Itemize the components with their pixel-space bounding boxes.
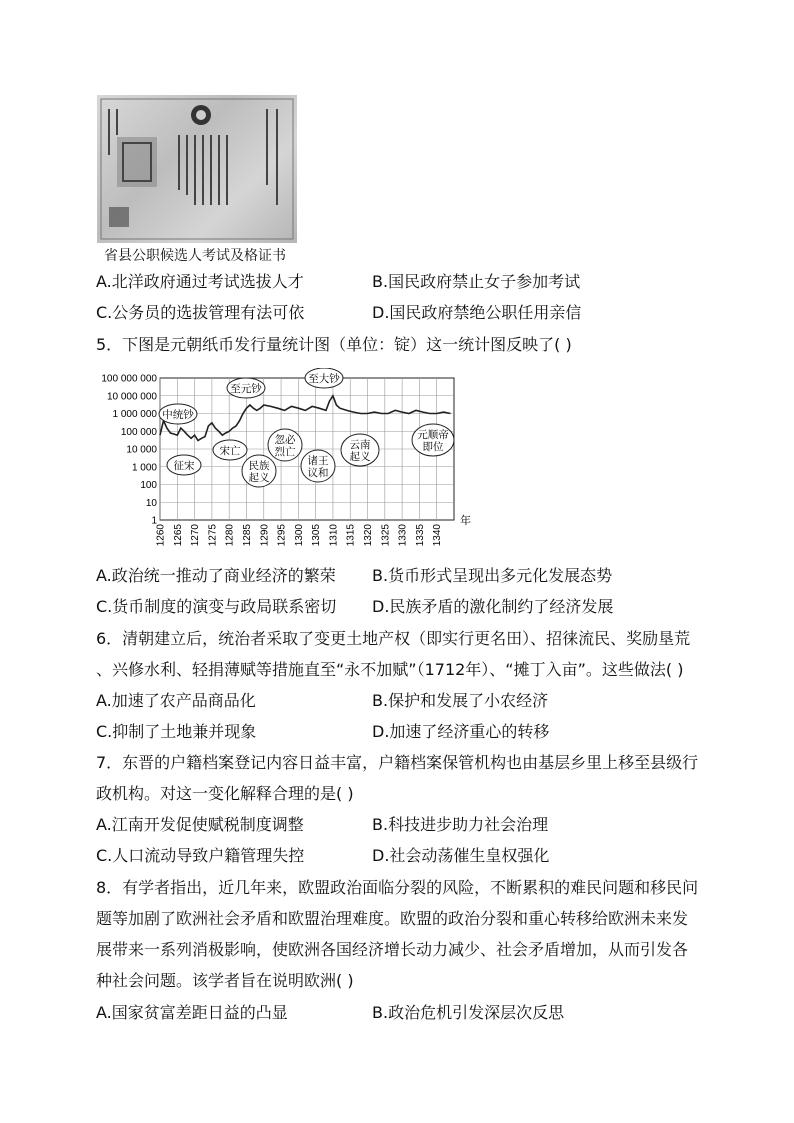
x-tick-label: 1270 bbox=[190, 524, 202, 547]
q5-option-a: A.政治统一推动了商业经济的繁荣 bbox=[96, 566, 336, 585]
x-tick-label: 1295 bbox=[276, 524, 288, 547]
x-tick-label: 1265 bbox=[172, 524, 184, 547]
callout-text: 元顺帝 bbox=[417, 429, 449, 441]
callout-text: 中统钞 bbox=[162, 409, 194, 421]
certificate-image bbox=[97, 95, 297, 243]
x-tick-label: 1280 bbox=[224, 524, 236, 547]
callout-zhida bbox=[305, 368, 343, 388]
y-tick-label: 10 000 000 bbox=[106, 391, 157, 403]
q7-stem-line2: 政机构。对这一变化解释合理的是( ) bbox=[96, 784, 354, 803]
callout-text: 忽必 bbox=[274, 434, 296, 446]
x-tick-label: 1285 bbox=[241, 524, 253, 547]
x-axis-label: 年 bbox=[460, 514, 471, 527]
q6-option-b: B.保护和发展了小农经济 bbox=[372, 691, 549, 710]
callout-text: 至大钞 bbox=[308, 373, 340, 385]
callout-zhuwang bbox=[301, 450, 335, 482]
x-tick-label: 1300 bbox=[293, 524, 305, 547]
callout-zhongtong bbox=[159, 404, 197, 424]
callout-text: 云南 bbox=[349, 439, 371, 451]
callout-text: 诸王 bbox=[307, 455, 329, 467]
callout-text: 征宋 bbox=[173, 460, 195, 472]
callout-text: 至元钞 bbox=[230, 383, 262, 395]
callout-text: 议和 bbox=[307, 467, 329, 479]
q8-stem-line1: 8．有学者指出，近几年来，欧盟政治面临分裂的风险，不断累积的难民问题和移民问 bbox=[96, 878, 699, 897]
q5-option-d: D.民族矛盾的激化制约了经济发展 bbox=[372, 597, 614, 616]
chart-svg bbox=[96, 368, 496, 554]
q6-stem-line2: 、兴修水利、轻捐薄赋等措施直至“永不加赋”（1712年）、“摊丁入亩”。这些做法( ) bbox=[96, 660, 684, 679]
y-tick-label: 1 000 bbox=[131, 462, 157, 474]
callout-minzu-qiyi bbox=[242, 455, 276, 487]
q5-stem: 5．下图是元朝纸币发行量统计图（单位：锭）这一统计图反映了( ) bbox=[96, 335, 572, 354]
callout-hubilie bbox=[268, 429, 302, 461]
x-tick-label: 1340 bbox=[432, 524, 444, 547]
q7-option-c: C.人口流动导致户籍管理失控 bbox=[96, 846, 305, 865]
q7-option-d: D.社会动荡催生皇权强化 bbox=[372, 846, 550, 865]
q7-stem-line1: 7．东晋的户籍档案登记内容日益丰富，户籍档案保管机构也由基层乡里上移至县级行 bbox=[96, 753, 699, 772]
q7-option-b: B.科技进步助力社会治理 bbox=[372, 815, 549, 834]
q4-option-b: B.国民政府禁止女子参加考试 bbox=[372, 272, 581, 291]
x-tick-label: 1325 bbox=[380, 524, 392, 547]
q4-option-a: A.北洋政府通过考试选拔人才 bbox=[96, 272, 304, 291]
x-tick-label: 1330 bbox=[397, 524, 409, 547]
y-tick-label: 100 bbox=[140, 480, 157, 491]
q8-option-b: B.政治危机引发深层次反思 bbox=[372, 1003, 565, 1022]
x-tick-label: 1260 bbox=[155, 524, 167, 547]
y-tick-label: 100 000 000 bbox=[101, 373, 157, 385]
callout-text: 宋亡 bbox=[219, 445, 241, 457]
callout-zhiyuan bbox=[227, 378, 265, 398]
x-tick-label: 1275 bbox=[207, 524, 219, 547]
callout-text: 民族 bbox=[248, 460, 270, 472]
q6-option-c: C.抑制了土地兼并现象 bbox=[96, 722, 257, 741]
x-tick-label: 1315 bbox=[345, 524, 357, 547]
callout-zhengsong bbox=[167, 455, 201, 475]
q4-option-d: D.国民政府禁绝公职任用亲信 bbox=[372, 303, 582, 322]
callout-shundi bbox=[412, 424, 454, 456]
q8-stem-line2: 题等加剧了欧洲社会矛盾和欧盟治理难度。欧盟的政治分裂和重心转移给欧洲未来发 bbox=[96, 909, 689, 928]
q5-option-b: B.货币形式呈现出多元化发展态势 bbox=[372, 566, 613, 585]
q7-option-a: A.江南开发促使赋税制度调整 bbox=[96, 815, 304, 834]
callout-songwang bbox=[213, 440, 247, 460]
x-tick-label: 1290 bbox=[259, 524, 271, 547]
chart-series-line bbox=[160, 396, 451, 441]
q4-option-c: C.公务员的选拔管理有法可依 bbox=[96, 303, 305, 322]
q8-stem-line3: 展带来一系列消极影响，使欧洲各国经济增长动力减少、社会矛盾增加，从而引发各 bbox=[96, 940, 689, 959]
q6-stem-line1: 6．清朝建立后，统治者采取了变更土地产权（即实行更名田）、招徕流民、奖励垦荒 bbox=[96, 629, 691, 648]
y-tick-label: 10 000 bbox=[126, 444, 157, 456]
x-tick-label: 1310 bbox=[328, 524, 340, 547]
certificate-caption: 省县公职候选人考试及格证书 bbox=[104, 248, 286, 264]
certificate-photo bbox=[97, 95, 297, 243]
q8-stem-line4: 种社会问题。该学者旨在说明欧洲( ) bbox=[96, 971, 354, 990]
q6-option-d: D.加速了经济重心的转移 bbox=[372, 722, 550, 741]
q5-option-c: C.货币制度的演变与政局联系密切 bbox=[96, 597, 337, 616]
x-tick-label: 1320 bbox=[363, 524, 375, 547]
y-tick-label: 100 000 bbox=[120, 426, 157, 438]
callout-text: 起义 bbox=[349, 451, 371, 463]
q8-option-a: A.国家贫富差距日益的凸显 bbox=[96, 1003, 288, 1022]
callout-yunnan bbox=[341, 434, 379, 466]
x-tick-label: 1305 bbox=[311, 524, 323, 547]
callout-text: 起义 bbox=[248, 472, 270, 484]
callout-text: 烈亡 bbox=[274, 446, 296, 458]
callout-text: 即位 bbox=[422, 441, 444, 453]
y-tick-label: 1 000 000 bbox=[112, 409, 157, 420]
y-tick-label: 10 bbox=[145, 497, 157, 509]
paper-money-chart bbox=[96, 368, 496, 554]
y-tick-label: 1 bbox=[151, 515, 157, 527]
q6-option-a: A.加速了农产品商品化 bbox=[96, 691, 256, 710]
x-tick-label: 1335 bbox=[414, 524, 426, 547]
